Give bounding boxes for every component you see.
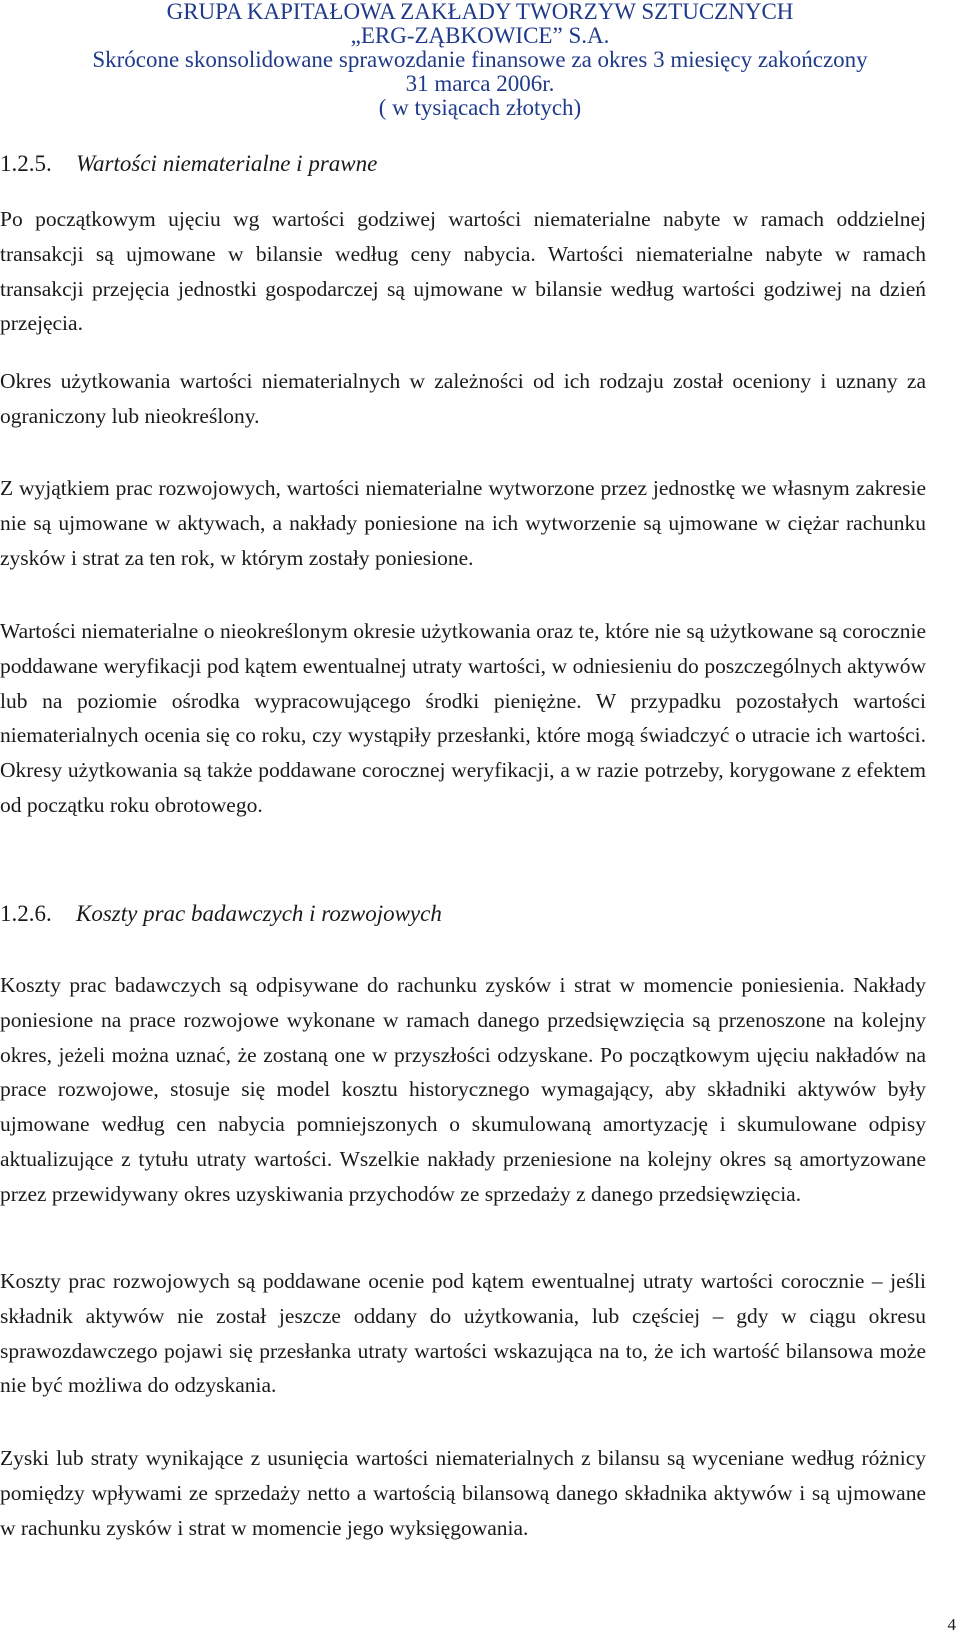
paragraph: Koszty prac rozwojowych są poddawane ocenie pod kątem ewentualnej utraty wartości corocznie – jeśli składnik aktywów nie został jeszcze oddany do użytkowania, lub częściej – gdy w ciągu okresu sprawozdawczego pojawi się przesłanka utraty wartości wskazująca na to, że ich wartość bilansowa może nie być możliwa do odzyskania. <box>0 1269 926 1398</box>
page-number: 4 <box>947 1615 956 1634</box>
paragraph: Po początkowym ujęciu wg wartości godziwej wartości niematerialne nabyte w ramach oddzielnej transakcji są ujmowane w bilansie według ceny nabycia. Wartości niematerialne nabyte w ramach transakcji przejęcia jednostki gospodarczej są ujmowane w bilansie według wartości godziwej na dzień przejęcia. <box>0 207 926 336</box>
paragraph: Okres użytkowania wartości niematerialnych w zależności od ich rodzaju został oceniony i uznany za ograniczony lub nieokreślony. <box>0 369 926 428</box>
section-number: 1.2.6. <box>0 901 52 926</box>
page-header <box>0 0 960 120</box>
paragraph: Z wyjątkiem prac rozwojowych, wartości niematerialne wytworzone przez jednostkę we własnym zakresie nie są ujmowane w aktywach, a nakłady poniesione na ich wytworzenie są ujmowane w ciężar rachunku zysków i strat za ten rok, w którym zostały poniesione. <box>0 476 926 570</box>
header-report-title: Skrócone skonsolidowane sprawozdanie finansowe za okres 3 miesięcy zakończony <box>92 47 868 72</box>
section-heading-research-development <box>0 900 442 928</box>
section-title: Koszty prac badawczych i rozwojowych <box>76 901 442 926</box>
paragraph: Zyski lub straty wynikające z usunięcia wartości niematerialnych z bilansu są wyceniane według różnicy pomiędzy wpływami ze sprzedaży netto a wartością bilansową danego składnika aktywów i są ujmowane w rachunku zysków i strat w momencie jego wyksięgowania. <box>0 1446 926 1540</box>
paragraph: Koszty prac badawczych są odpisywane do rachunku zysków i strat w momencie poniesienia. Nakłady poniesione na prace rozwojowe wykonane w ramach danego przedsięwzięcia są przenoszone na kolejny okres, jeżeli można uznać, że zostaną one w przyszłości odzyskane. Po początkowym ujęciu nakładów na prace rozwojowe, stosuje się model kosztu historycznego wymagający, aby składniki aktywów były ujmowane według cen nabycia pomniejszonych o skumulowaną amortyzację i skumulowane odpisy aktualizujące z tytułu utraty wartości. Wszelkie nakłady przeniesione na kolejny okres są amortyzowane przez przewidywany okres uzyskiwania przychodów ze sprzedaży z danego przedsięwzięcia. <box>0 973 926 1206</box>
paragraph: Wartości niematerialne o nieokreślonym okresie użytkowania oraz te, które nie są użytkowane są corocznie poddawane weryfikacji pod kątem ewentualnej utraty wartości, w odniesieniu do poszczególnych aktywów lub na poziomie ośrodka wypracowującego środki pieniężne. W przypadku pozostałych wartości niematerialnych ocenia się co roku, czy wystąpiły przesłanki, które mogą świadczyć o utracie ich wartości. Okresy użytkowania są także poddawane corocznej weryfikacji, a w razie potrzeby, korygowane z efektem od początku roku obrotowego. <box>0 619 926 817</box>
section-heading-intangible-assets <box>0 150 377 178</box>
section-number: 1.2.5. <box>0 151 52 176</box>
header-company-name: „ERG-ZĄBKOWICE” S.A. <box>350 23 610 48</box>
header-report-date: 31 marca 2006r. <box>405 71 555 96</box>
header-currency-note: ( w tysiącach złotych) <box>378 95 582 120</box>
header-company-line: GRUPA KAPITAŁOWA ZAKŁADY TWORZYW SZTUCZNYCH <box>166 0 794 24</box>
section-title: Wartości niematerialne i prawne <box>76 151 378 176</box>
